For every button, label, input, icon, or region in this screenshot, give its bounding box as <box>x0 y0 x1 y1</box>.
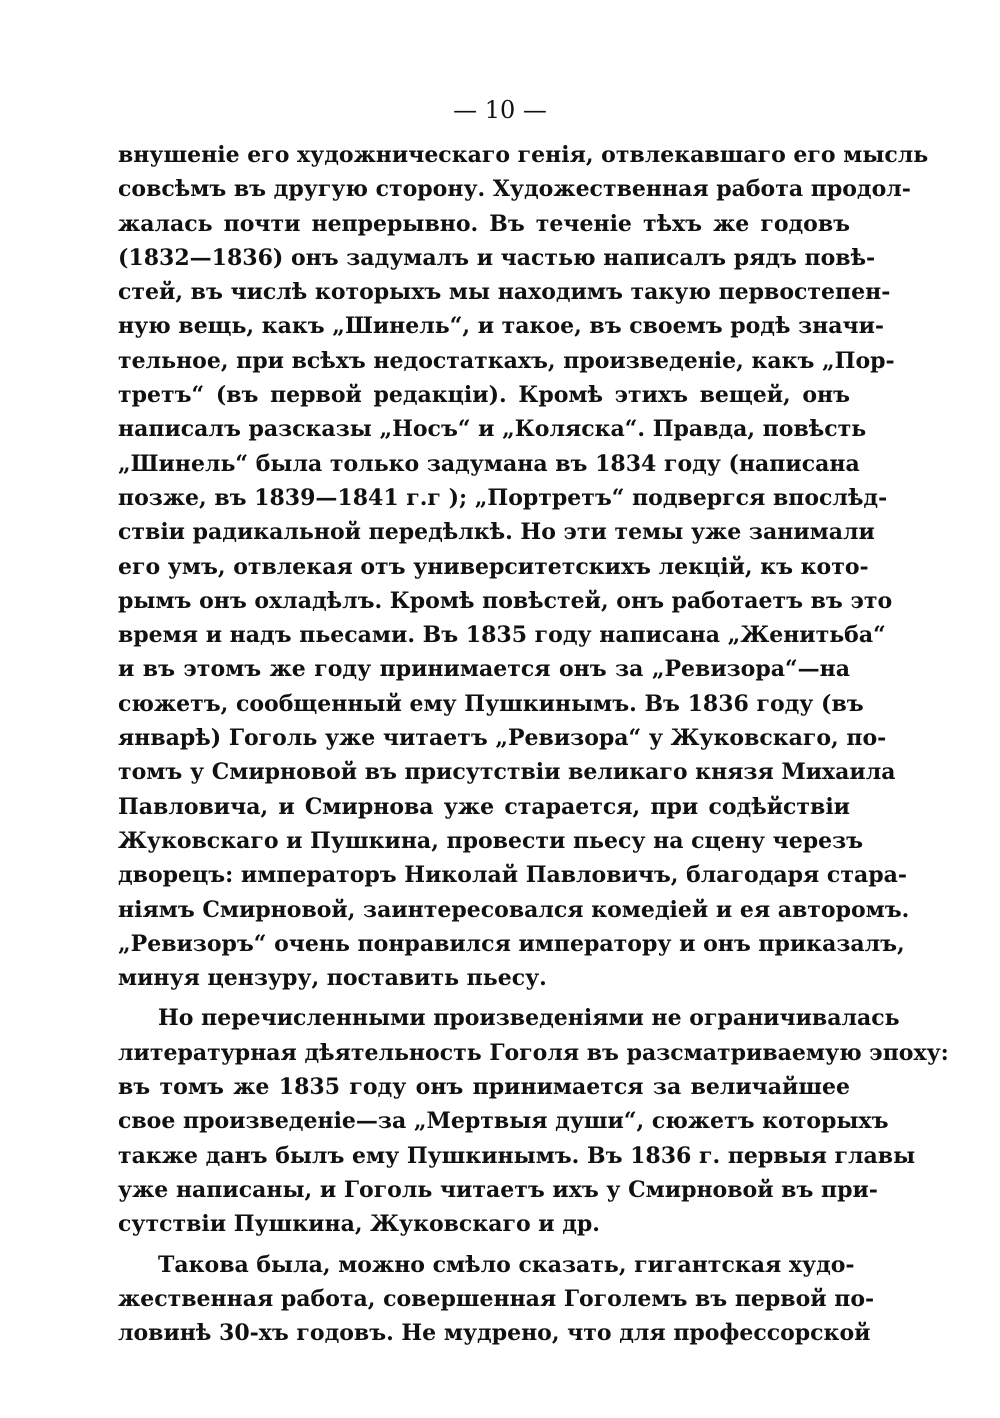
paragraph-2 <box>118 1001 949 1241</box>
text-line: „Шинель“ была только задумана въ 1834 году (написана <box>118 450 860 477</box>
text-line: жалась почти непрерывно. Въ теченiе тѣхъ же годовъ <box>118 210 850 237</box>
paragraph-3 <box>118 1248 875 1351</box>
text-line: сюжетъ, сообщенный ему Пушкинымъ. Въ 1836 году (въ <box>118 690 864 717</box>
text-line: написалъ разсказы „Носъ“ и „Коляска“. Правда, повѣсть <box>118 416 867 443</box>
page-number: — 10 — <box>453 96 547 124</box>
text-line: ствiи радикальной передѣлкѣ. Но эти темы уже занимали <box>118 519 875 546</box>
text-line: нiямъ Смирновой, заинтересовался комедiей и ея авторомъ. <box>118 896 910 923</box>
text-line: внушенiе его художническаго генiя, отвлекавшаго его мысль <box>118 142 929 168</box>
text-line: въ томъ же 1835 году онъ принимается за величайшее <box>118 1074 850 1101</box>
text-line: „Ревизоръ“ очень понравился императору и онъ приказалъ, <box>118 930 905 957</box>
paragraph-1 <box>118 138 929 995</box>
body-text <box>118 138 949 1350</box>
text-line: литературная дѣятельность Гоголя въ разсматриваемую эпоху: <box>118 1039 949 1066</box>
text-line: свое произведенiе—за „Мертвыя души“, сюжетъ которыхъ <box>118 1108 889 1135</box>
text-line: январѣ) Гоголь уже читаетъ „Ревизора“ у Жуковскаго, по- <box>118 725 887 752</box>
text-line: минуя цензуру, поставить пьесу. <box>118 965 547 992</box>
text-line: Но перечисленными произведенiями не ограничивалась <box>158 1005 900 1032</box>
text-line: рымъ онъ охладѣлъ. Кромѣ повѣстей, онъ работаетъ въ это <box>118 587 893 614</box>
text-line: позже, въ 1839—1841 г.г ); „Портретъ“ подвергся впослѣд- <box>118 484 888 511</box>
text-line: сутствiи Пушкина, Жуковскаго и др. <box>118 1211 600 1238</box>
text-line: ную вещь, какъ „Шинель“, и такое, въ своемъ родѣ значи- <box>118 313 885 340</box>
text-line: дворецъ: императоръ Николай Павловичъ, благодаря стара- <box>118 862 907 889</box>
text-line: Жуковскаго и Пушкина, провести пьесу на сцену черезъ <box>118 827 864 854</box>
text-line: Такова была, можно смѣло сказать, гигантская худо- <box>158 1251 855 1278</box>
text-line: жественная работа, совершенная Гоголемъ въ первой по- <box>118 1285 875 1312</box>
text-line: (1832—1836) онъ задумалъ и частью написалъ рядъ повѣ- <box>118 244 876 271</box>
text-line: совсѣмъ въ другую сторону. Художественная работа продол- <box>118 176 911 203</box>
text-line: также данъ былъ ему Пушкинымъ. Въ 1836 г. первыя главы <box>118 1142 916 1169</box>
text-line: томъ у Смирновой въ присутствiи великаго князя Михаила <box>118 759 896 786</box>
text-line: ловинѣ 30-хъ годовъ. Не мудрено, что для профессорской <box>118 1320 871 1347</box>
text-line: и въ этомъ же году принимается онъ за „Ревизора“—на <box>118 656 850 683</box>
text-line: третъ“ (въ первой редакцiи). Кромѣ этихъ вещей, онъ <box>118 382 850 409</box>
text-line: стей, въ числѣ которыхъ мы находимъ такую первостепен- <box>118 279 891 306</box>
text-line: тельное, при всѣхъ недостаткахъ, произведенiе, какъ „Пор- <box>118 347 895 374</box>
text-line: Павловича, и Смирнова уже старается, при содѣйствiи <box>118 793 850 820</box>
text-line: его умъ, отвлекая отъ университетскихъ лекцiй, къ кото- <box>118 553 869 580</box>
text-line: время и надъ пьесами. Въ 1835 году написана „Женитьба“ <box>118 622 886 649</box>
text-line: уже написаны, и Гоголь читаетъ ихъ у Смирновой въ при- <box>118 1176 878 1203</box>
